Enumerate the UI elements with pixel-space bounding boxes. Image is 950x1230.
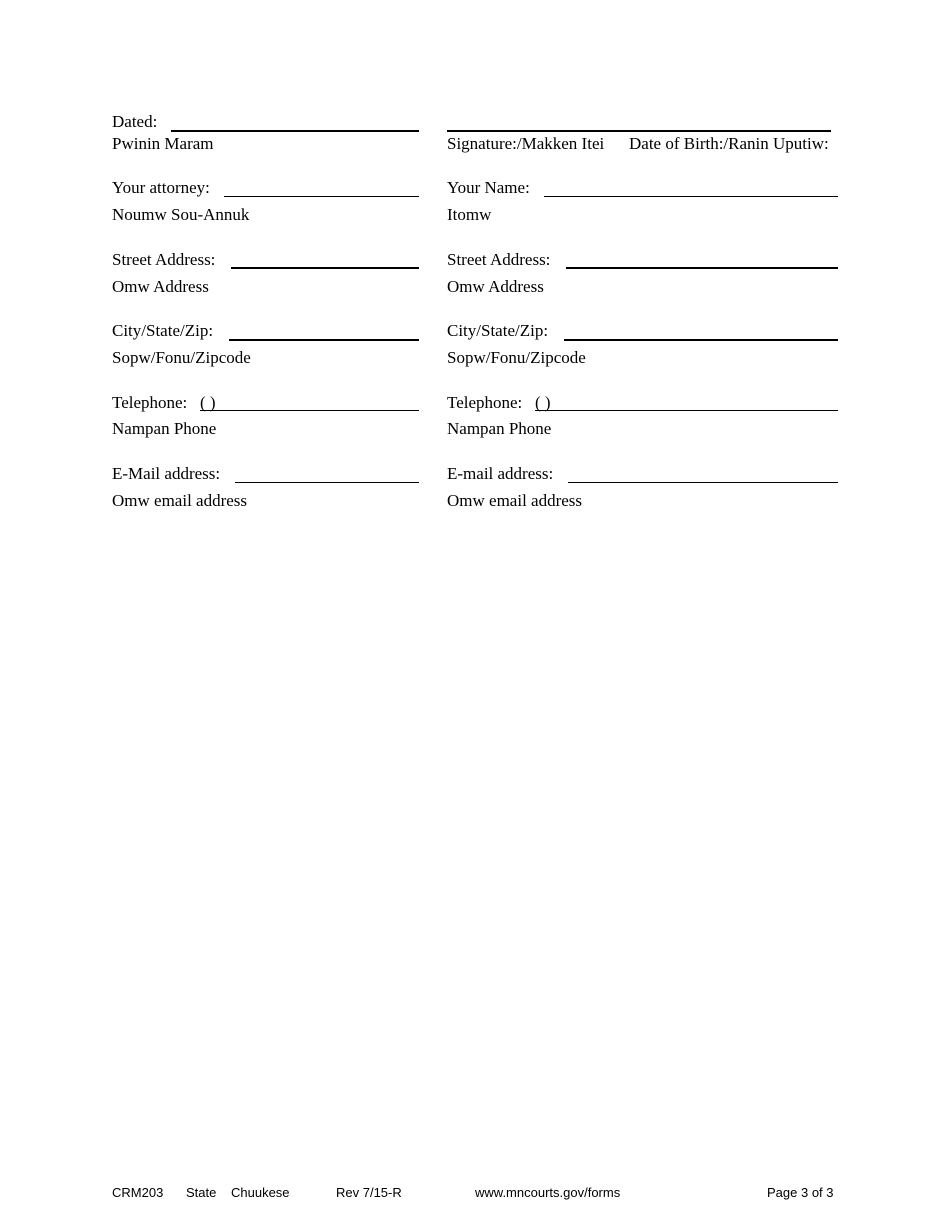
left-phone-field[interactable] bbox=[200, 410, 419, 411]
footer-language: Chuukese bbox=[231, 1185, 290, 1200]
attorney-sublabel: Noumw Sou-Annuk bbox=[112, 205, 250, 224]
right-phone-field[interactable] bbox=[535, 410, 838, 411]
right-city-field[interactable] bbox=[564, 339, 838, 341]
left-street-label: Street Address: bbox=[112, 250, 216, 269]
left-email-field[interactable] bbox=[235, 482, 419, 483]
date-of-birth-label: Date of Birth:/Ranin Uputiw: bbox=[629, 134, 829, 153]
left-city-label: City/State/Zip: bbox=[112, 321, 214, 340]
right-phone-label: Telephone: bbox=[447, 393, 523, 412]
left-phone-area-code: ( ) bbox=[200, 393, 216, 412]
left-city-sublabel: Sopw/Fonu/Zipcode bbox=[112, 348, 251, 367]
your-name-sublabel: Itomw bbox=[447, 205, 492, 224]
footer-website[interactable]: www.mncourts.gov/forms bbox=[475, 1185, 621, 1200]
right-phone-sublabel: Nampan Phone bbox=[447, 419, 552, 438]
right-street-field[interactable] bbox=[566, 267, 838, 269]
signature-field[interactable] bbox=[447, 130, 831, 132]
your-name-label: Your Name: bbox=[447, 178, 530, 197]
right-street-sublabel: Omw Address bbox=[447, 277, 544, 296]
dated-sublabel: Pwinin Maram bbox=[112, 134, 214, 153]
footer-state: State bbox=[186, 1185, 217, 1200]
dated-field[interactable] bbox=[171, 130, 419, 132]
signature-label: Signature:/Makken Itei bbox=[447, 134, 605, 153]
left-email-label: E-Mail address: bbox=[112, 464, 221, 483]
left-street-sublabel: Omw Address bbox=[112, 277, 209, 296]
attorney-label: Your attorney: bbox=[112, 178, 210, 197]
footer-revision: Rev 7/15-R bbox=[336, 1185, 402, 1200]
footer-form-id: CRM203 bbox=[112, 1185, 164, 1200]
right-email-sublabel: Omw email address bbox=[447, 491, 583, 510]
right-email-label: E-mail address: bbox=[447, 464, 554, 483]
your-name-field[interactable] bbox=[544, 196, 838, 197]
right-phone-area-code: ( ) bbox=[535, 393, 551, 412]
right-email-field[interactable] bbox=[568, 482, 838, 483]
right-city-label: City/State/Zip: bbox=[447, 321, 549, 340]
left-city-field[interactable] bbox=[229, 339, 419, 341]
left-phone-label: Telephone: bbox=[112, 393, 188, 412]
left-phone-sublabel: Nampan Phone bbox=[112, 419, 217, 438]
left-email-sublabel: Omw email address bbox=[112, 491, 248, 510]
attorney-field[interactable] bbox=[224, 196, 419, 197]
footer-page-number: Page 3 of 3 bbox=[767, 1185, 834, 1200]
dated-label: Dated: bbox=[112, 112, 158, 131]
right-street-label: Street Address: bbox=[447, 250, 551, 269]
left-street-field[interactable] bbox=[231, 267, 419, 269]
right-city-sublabel: Sopw/Fonu/Zipcode bbox=[447, 348, 586, 367]
